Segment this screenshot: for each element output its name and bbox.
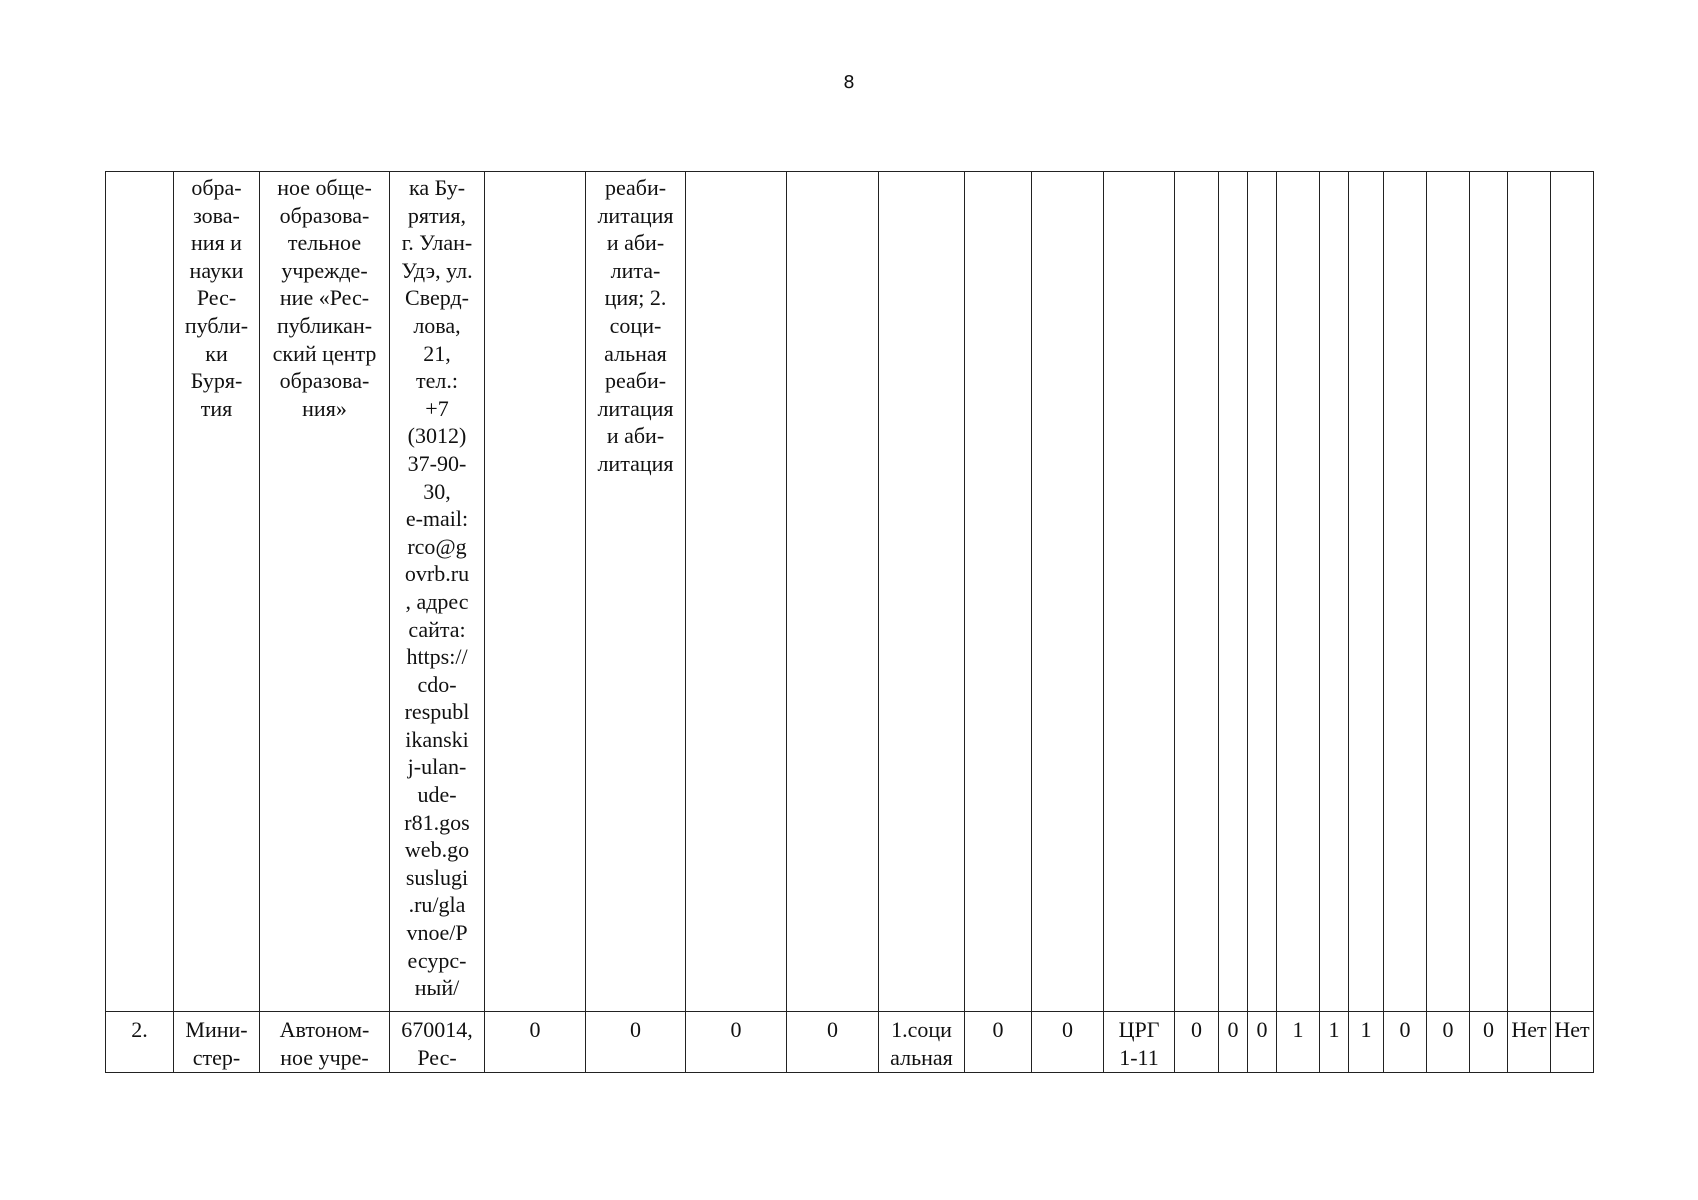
page-number: 8 xyxy=(843,72,855,93)
document-table xyxy=(105,171,1594,1073)
table-cell xyxy=(1175,172,1219,1012)
table-cell: 0 xyxy=(1032,1012,1104,1073)
table-cell: 0 xyxy=(1248,1012,1277,1073)
table-cell: 1 xyxy=(1277,1012,1320,1073)
table-cell xyxy=(787,172,879,1012)
table-cell xyxy=(1508,172,1551,1012)
table-cell xyxy=(1277,172,1320,1012)
table-cell: Автоном- ное учре- xyxy=(260,1012,390,1073)
table-cell: ка Бу- рятия, г. Улан- Удэ, ул. Сверд- лова, 21, тел.: +7 (3012) 37-90- 30, e-mail: rco@g ovrb.ru , адрес сайта: https:// cdo- respubl ikanski j-ulan- ude- r81.gos web.go suslugi .ru/gla vnoe/P есурс- ный/ xyxy=(390,172,485,1012)
table-cell xyxy=(1248,172,1277,1012)
table-cell: 0 xyxy=(586,1012,686,1073)
table-cell xyxy=(106,172,174,1012)
table-cell xyxy=(686,172,787,1012)
table-cell: 0 xyxy=(686,1012,787,1073)
table-cell: обра- зова- ния и науки Рес- публи- ки Буря- тия xyxy=(174,172,260,1012)
table-cell xyxy=(879,172,965,1012)
table-cell: реаби- литация и аби- лита- ция; 2. соци- альная реаби- литация и аби- литация xyxy=(586,172,686,1012)
table-cell xyxy=(1320,172,1349,1012)
table-cell: 2. xyxy=(106,1012,174,1073)
table-cell xyxy=(485,172,586,1012)
table-cell xyxy=(1032,172,1104,1012)
table-cell xyxy=(1551,172,1594,1012)
table-cell: 0 xyxy=(485,1012,586,1073)
table-cell: 1 xyxy=(1320,1012,1349,1073)
table-cell: 0 xyxy=(1219,1012,1248,1073)
table-cell: 0 xyxy=(1470,1012,1508,1073)
table-cell xyxy=(1384,172,1427,1012)
table-cell xyxy=(1104,172,1175,1012)
table-cell xyxy=(1349,172,1384,1012)
table-cell xyxy=(1219,172,1248,1012)
table-cell xyxy=(1470,172,1508,1012)
table-cell: 0 xyxy=(787,1012,879,1073)
table-row xyxy=(106,1012,1594,1073)
table-cell: 670014, Рес- xyxy=(390,1012,485,1073)
table-cell: 0 xyxy=(1384,1012,1427,1073)
table-cell: ЦРГ 1-11 xyxy=(1104,1012,1175,1073)
table-cell: 1.соци альная xyxy=(879,1012,965,1073)
table-cell: ное обще- образова- тельное учрежде- ние «Рес- публикан- ский центр образова- ния» xyxy=(260,172,390,1012)
table-cell: Мини- стер- xyxy=(174,1012,260,1073)
table-cell: 1 xyxy=(1349,1012,1384,1073)
table-cell: Нет xyxy=(1551,1012,1594,1073)
table-cell: 0 xyxy=(965,1012,1032,1073)
table-cell: Нет xyxy=(1508,1012,1551,1073)
table-row xyxy=(106,172,1594,1012)
table-cell xyxy=(1427,172,1470,1012)
table-cell xyxy=(965,172,1032,1012)
table-cell: 0 xyxy=(1175,1012,1219,1073)
table-cell: 0 xyxy=(1427,1012,1470,1073)
